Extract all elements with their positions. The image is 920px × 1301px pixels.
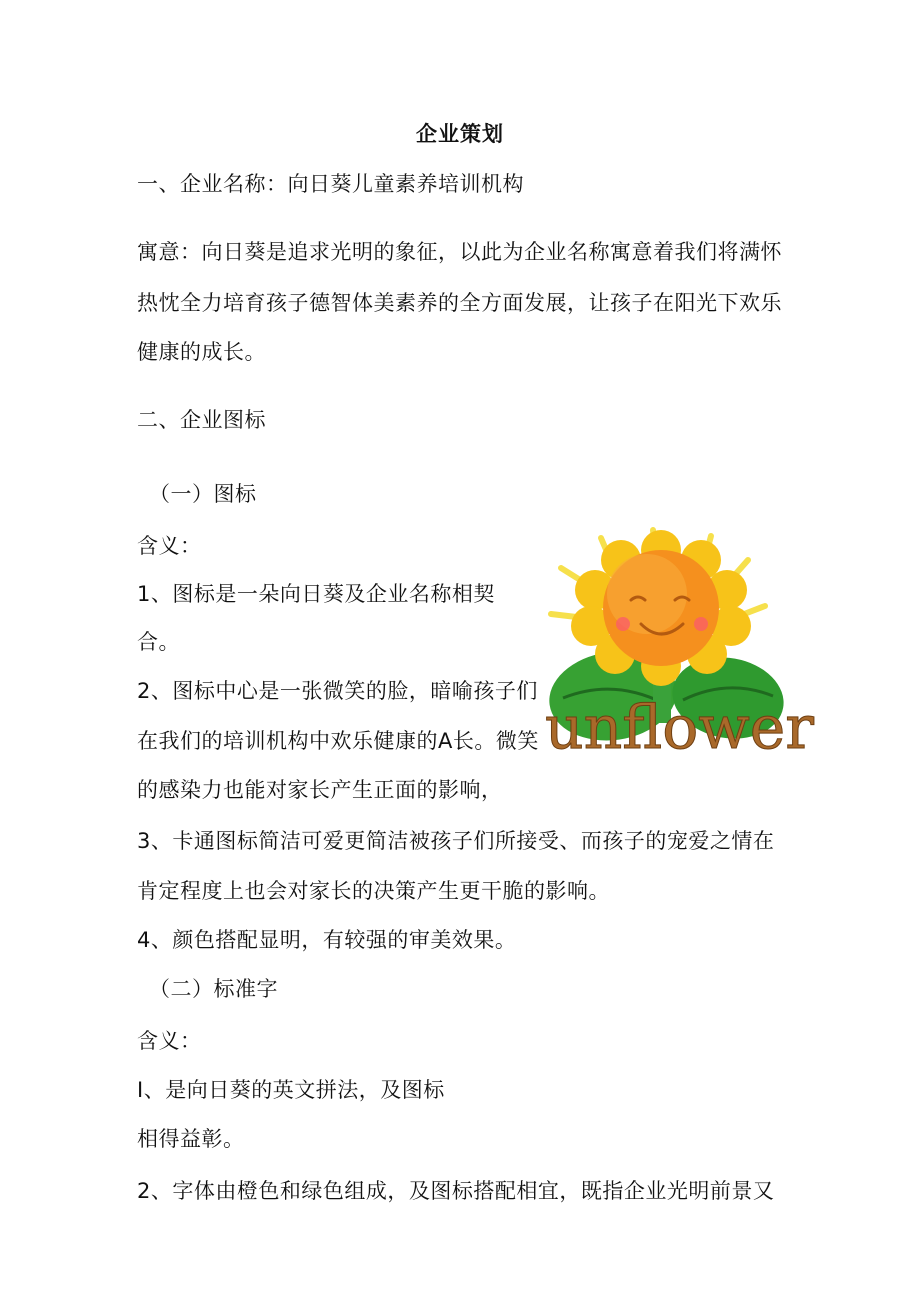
meaning-line-2: 热忱全力培育孩子德智体美素养的全方面发展，让孩子在阳光下欢乐 [137,291,782,315]
icon-line-1: 1、图标是一朵向日葵及企业名称相契 [137,582,495,606]
icon-line-7: 肯定程度上也会对家长的决策产生更干脆的影响。 [137,879,610,903]
icon-line-4: 在我们的培训机构中欢乐健康的A长。微笑 [137,729,539,753]
icon-line-3: 2、图标中心是一张微笑的脸，暗喻孩子们 [137,679,538,703]
sunflower-logo-icon [543,528,814,763]
text-line-1: I、是向日葵的英文拼法，及图标 [137,1078,445,1102]
meaning-line-3: 健康的成长。 [137,340,266,364]
meaning-line-1: 寓意：向日葵是追求光明的象征，以此为企业名称寓意着我们将满怀 [137,240,782,264]
icon-line-6: 3、卡通图标简洁可爱更简洁被孩子们所接受、而孩子的宠爱之情在 [137,829,775,853]
sunflower-logo [543,528,814,763]
section-2-heading: 二、企业图标 [137,408,266,432]
section-1-heading: 一、企业名称：向日葵儿童素养培训机构 [137,172,524,196]
icon-line-5: 的感染力也能对家长产生正面的影响， [137,778,503,802]
subsection-icon-heading: （一）图标 [149,482,257,506]
text-line-3: 2、字体由橙色和绿色组成，及图标搭配相宜，既指企业光明前景又 [137,1179,775,1203]
page-title: 企业策划 [416,122,504,146]
icon-line-2: 合。 [137,630,180,654]
icon-meaning-label: 含义： [137,534,202,558]
text-line-2: 相得益彰。 [137,1127,245,1151]
icon-line-8: 4、颜色搭配显明，有较强的审美效果。 [137,928,517,952]
logo-text: unflower [545,693,814,763]
subsection-text-heading: （二）标准字 [149,977,278,1001]
text-meaning-label: 含义： [137,1029,202,1053]
